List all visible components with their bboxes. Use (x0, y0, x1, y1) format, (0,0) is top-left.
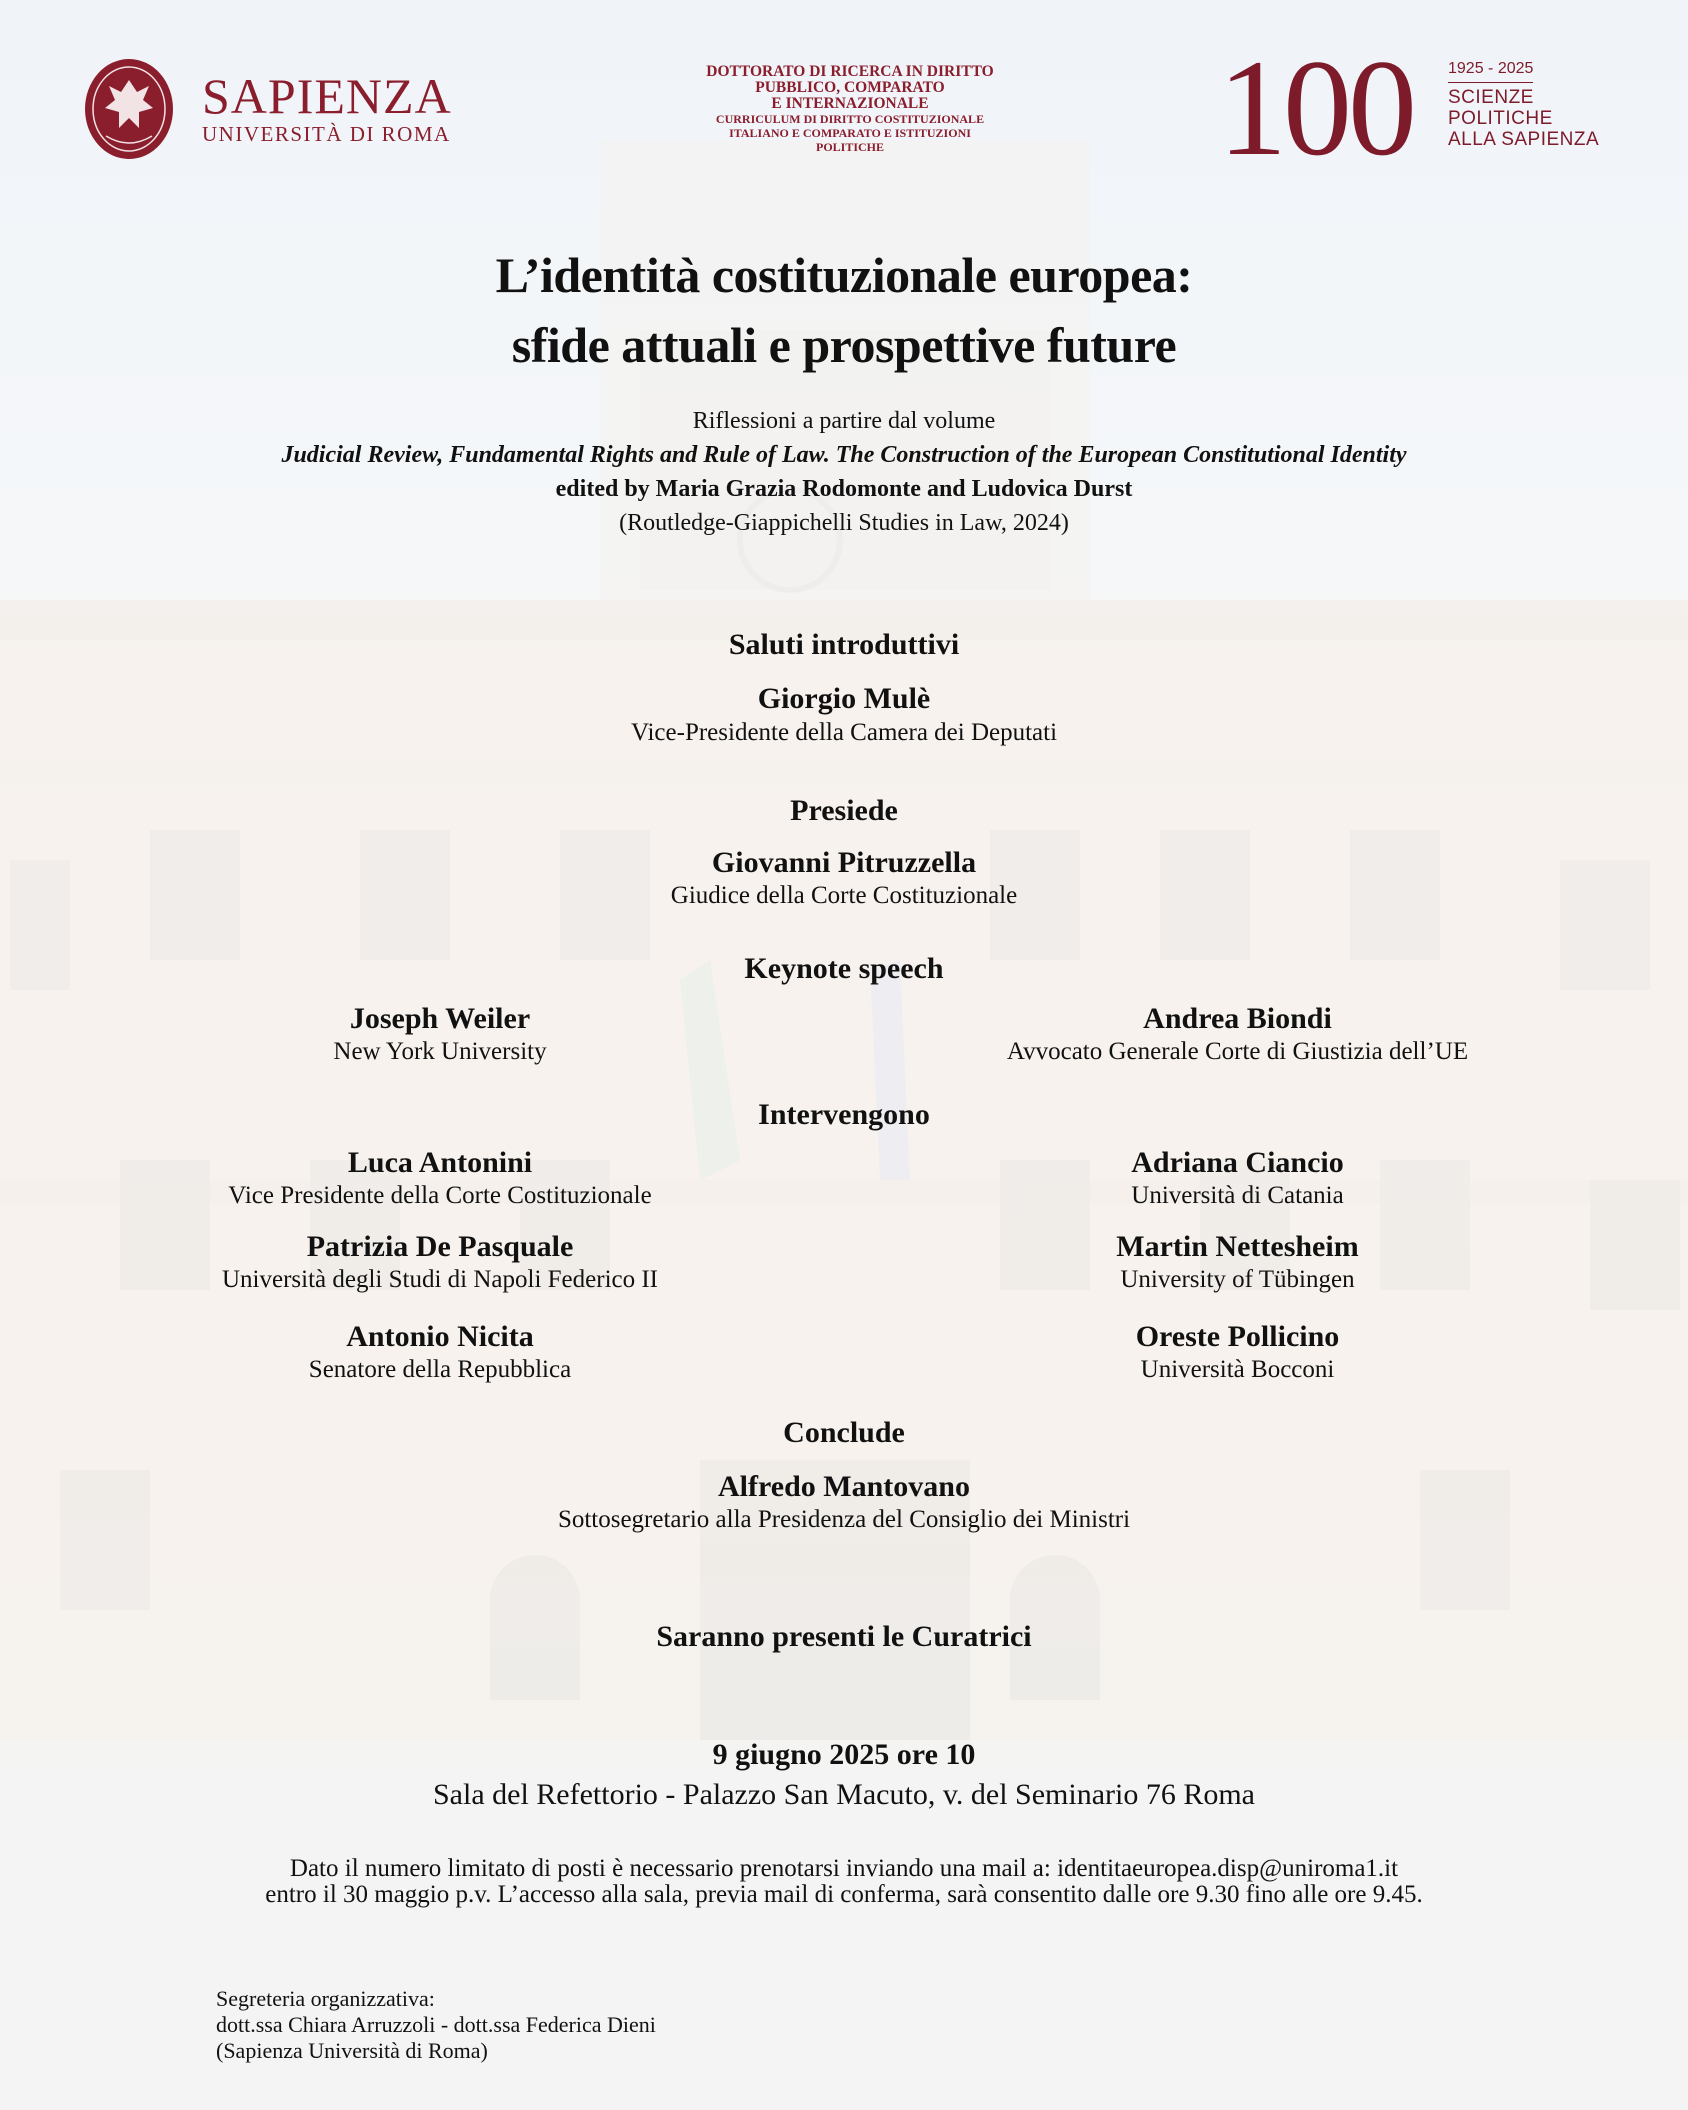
book-info (0, 404, 1688, 540)
speaker-role: Università di Catania (1131, 1182, 1344, 1209)
speaker-name: Patrizia De Pasquale (306, 1230, 574, 1263)
greetings-role: Vice-Presidente della Camera dei Deputati (630, 719, 1058, 746)
doctorate-line: DOTTORATO DI RICERCA IN DIRITTO (706, 63, 994, 80)
speaker-role: Vice Presidente della Corte Costituzionale (228, 1182, 652, 1209)
title-line-2: sfide attuali e prospettive future (511, 317, 1177, 373)
centenary-line: POLITICHE (1448, 108, 1553, 129)
keynote-left-name: Joseph Weiler (349, 1002, 531, 1035)
curriculum-line: CURRICULUM DI DIRITTO COSTITUZIONALE (715, 112, 985, 126)
centenary-number: 100 (1218, 31, 1413, 184)
centenary-text (1448, 60, 1599, 150)
event-title (0, 240, 1688, 380)
university-logo-text (202, 70, 452, 146)
speaker-role: Senatore della Repubblica (308, 1356, 572, 1383)
curriculum-line: POLITICHE (815, 140, 884, 154)
doctorate-line: E INTERNAZIONALE (771, 95, 929, 112)
speaker-role: Università Bocconi (1140, 1356, 1335, 1383)
closing-heading: Conclude (783, 1416, 905, 1449)
secretariat-block (216, 1986, 656, 2064)
editors-present-note: Saranno presenti le Curatrici (656, 1620, 1032, 1653)
speaker-name: Martin Nettesheim (1116, 1230, 1359, 1263)
secretariat-label: Segreteria organizzativa: (216, 1986, 435, 2011)
speaker-name: Antonio Nicita (346, 1320, 534, 1353)
title-line-1: L’identità costituzionale europea: (495, 247, 1193, 303)
doctorate-line: PUBBLICO, COMPARATO (755, 79, 945, 96)
closing-name: Alfredo Mantovano (718, 1470, 970, 1503)
registration-note (140, 1856, 1548, 1908)
speakers-heading: Intervengono (758, 1098, 930, 1131)
book-intro: Riflessioni a partire dal volume (692, 408, 996, 434)
event-venue: Sala del Refettorio - Palazzo San Macuto, v. del Seminario 76 Roma (432, 1778, 1255, 1811)
speaker-name: Oreste Pollicino (1135, 1320, 1340, 1353)
speaker-role: University of Tübingen (1120, 1266, 1355, 1293)
centenary-line: SCIENZE (1448, 87, 1534, 108)
registration-line-2: entro il 30 maggio p.v. L’accesso alla sala, previa mail di conferma, sarà consentito dalle ore 9.30 fino alle ore 9.45. (265, 1881, 1423, 1908)
registration-line-1: Dato il numero limitato di posti è necessario prenotarsi inviando una mail a: identitaeuropea.disp@uniroma1.it (289, 1855, 1399, 1882)
closing-role: Sottosegretario alla Presidenza del Consiglio dei Ministri (557, 1506, 1131, 1533)
centenary-years: 1925 - 2025 (1448, 60, 1533, 83)
keynote-right-name: Andrea Biondi (1143, 1002, 1332, 1035)
university-subtitle: UNIVERSITÀ DI ROMA (202, 122, 451, 146)
book-title: Judicial Review, Fundamental Rights and Rule of Law. The Construction of the European Constitutional Identity (281, 442, 1407, 468)
secretariat-affiliation: (Sapienza Università di Roma) (216, 2038, 488, 2063)
book-series: (Routledge-Giappichelli Studies in Law, 2024) (619, 510, 1069, 536)
doctorate-block (640, 64, 1060, 154)
keynote-left-role: New York University (333, 1038, 547, 1065)
centenary-line: ALLA SAPIENZA (1448, 129, 1600, 150)
curriculum-line: ITALIANO E COMPARATO E ISTITUZIONI (729, 126, 971, 140)
chair-name: Giovanni Pitruzzella (711, 846, 977, 879)
speaker-name: Luca Antonini (347, 1146, 533, 1179)
sapienza-seal-icon (84, 58, 174, 160)
chair-heading: Presiede (790, 794, 898, 827)
event-date: 9 giugno 2025 ore 10 (712, 1738, 976, 1771)
speaker-name: Adriana Ciancio (1131, 1146, 1344, 1179)
book-editors: edited by Maria Grazia Rodomonte and Ludovica Durst (555, 476, 1133, 502)
speaker-role: Università degli Studi di Napoli Federico II (221, 1266, 659, 1293)
chair-role: Giudice della Corte Costituzionale (670, 882, 1018, 909)
secretariat-names: dott.ssa Chiara Arruzzoli - dott.ssa Federica Dieni (216, 2012, 656, 2037)
greetings-name: Giorgio Mulè (757, 682, 931, 715)
greetings-heading: Saluti introduttivi (728, 628, 960, 661)
university-name: SAPIENZA (202, 68, 452, 124)
keynote-right-role: Avvocato Generale Corte di Giustizia dell’UE (1006, 1038, 1469, 1065)
keynote-heading: Keynote speech (744, 952, 944, 985)
